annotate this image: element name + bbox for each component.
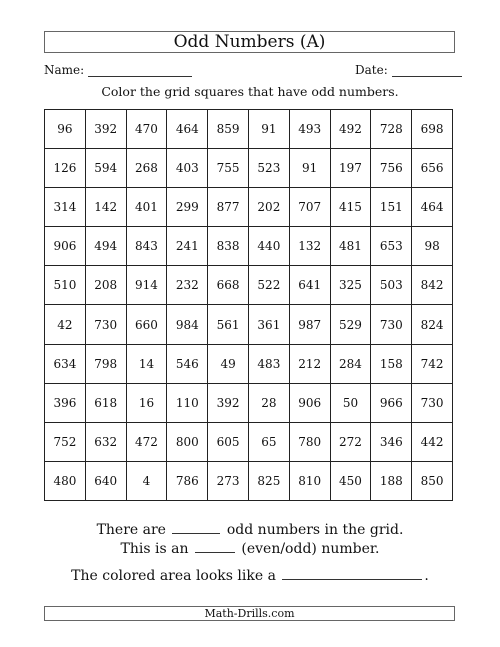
grid-cell[interactable]: 450	[330, 461, 371, 500]
grid-cell[interactable]: 110	[167, 383, 208, 422]
even-odd-blank[interactable]	[195, 539, 235, 553]
question-colored-area	[0, 566, 500, 585]
grid-cell[interactable]: 50	[330, 383, 371, 422]
grid-cell[interactable]: 158	[371, 344, 412, 383]
grid-cell[interactable]: 472	[126, 422, 167, 461]
grid-cell[interactable]: 96	[45, 110, 86, 149]
grid-cell[interactable]: 906	[45, 227, 86, 266]
grid-cell[interactable]: 594	[85, 149, 126, 188]
grid-row	[45, 422, 453, 461]
date-blank[interactable]	[392, 64, 462, 77]
grid-cell[interactable]: 668	[208, 266, 249, 305]
grid-cell[interactable]: 755	[208, 149, 249, 188]
question-even-odd-suffix: (even/odd) number.	[241, 541, 380, 557]
grid-cell[interactable]: 483	[248, 344, 289, 383]
grid-cell[interactable]: 843	[126, 227, 167, 266]
grid-cell[interactable]: 232	[167, 266, 208, 305]
grid-row	[45, 305, 453, 344]
grid-cell[interactable]: 284	[330, 344, 371, 383]
grid-cell[interactable]: 786	[167, 461, 208, 500]
grid-cell[interactable]: 850	[412, 461, 453, 500]
grid-row	[45, 461, 453, 500]
grid-cell[interactable]: 16	[126, 383, 167, 422]
grid-cell[interactable]: 529	[330, 305, 371, 344]
grid-cell[interactable]: 464	[167, 110, 208, 149]
grid-cell[interactable]: 742	[412, 344, 453, 383]
grid-row	[45, 149, 453, 188]
date-field-row	[355, 63, 462, 77]
grid-cell[interactable]: 756	[371, 149, 412, 188]
grid-cell[interactable]: 634	[45, 344, 86, 383]
grid-cell[interactable]: 914	[126, 266, 167, 305]
instructions: Color the grid squares that have odd numbers.	[101, 84, 399, 99]
question-odd-count	[0, 520, 500, 539]
grid-cell[interactable]: 392	[208, 383, 249, 422]
worksheet-title: Odd Numbers (A)	[44, 31, 455, 53]
grid-cell[interactable]: 494	[85, 227, 126, 266]
grid-cell[interactable]: 415	[330, 188, 371, 227]
name-blank[interactable]	[88, 64, 192, 77]
grid-cell[interactable]: 503	[371, 266, 412, 305]
grid-cell[interactable]: 396	[45, 383, 86, 422]
grid-cell[interactable]: 14	[126, 344, 167, 383]
grid-row	[45, 227, 453, 266]
grid-cell[interactable]: 605	[208, 422, 249, 461]
name-field-row	[44, 63, 192, 77]
grid-cell[interactable]: 493	[289, 110, 330, 149]
grid-cell[interactable]: 202	[248, 188, 289, 227]
grid-cell[interactable]: 392	[85, 110, 126, 149]
grid-cell[interactable]: 470	[126, 110, 167, 149]
question-odd-count-prefix: There are	[96, 522, 166, 538]
grid-cell[interactable]: 91	[289, 149, 330, 188]
grid-cell[interactable]: 65	[248, 422, 289, 461]
grid-row	[45, 266, 453, 305]
grid-cell[interactable]: 480	[45, 461, 86, 500]
grid-cell[interactable]: 268	[126, 149, 167, 188]
grid-cell[interactable]: 403	[167, 149, 208, 188]
grid-cell[interactable]: 28	[248, 383, 289, 422]
grid-cell[interactable]: 838	[208, 227, 249, 266]
grid-cell[interactable]: 906	[289, 383, 330, 422]
grid-cell[interactable]: 877	[208, 188, 249, 227]
name-label: Name:	[44, 63, 85, 77]
grid-cell[interactable]: 314	[45, 188, 86, 227]
grid-cell[interactable]: 325	[330, 266, 371, 305]
grid-cell[interactable]: 984	[167, 305, 208, 344]
grid-cell[interactable]: 273	[208, 461, 249, 500]
grid-cell[interactable]: 800	[167, 422, 208, 461]
grid-cell[interactable]: 810	[289, 461, 330, 500]
grid-cell[interactable]: 698	[412, 110, 453, 149]
grid-cell[interactable]: 859	[208, 110, 249, 149]
grid-cell[interactable]: 842	[412, 266, 453, 305]
grid-cell[interactable]: 730	[85, 305, 126, 344]
footer-site: Math-Drills.com	[44, 606, 455, 621]
grid-cell[interactable]: 346	[371, 422, 412, 461]
grid-cell[interactable]: 730	[412, 383, 453, 422]
grid-cell[interactable]: 132	[289, 227, 330, 266]
number-grid	[44, 109, 453, 501]
odd-count-blank[interactable]	[172, 520, 220, 534]
grid-cell[interactable]: 299	[167, 188, 208, 227]
grid-cell[interactable]: 966	[371, 383, 412, 422]
grid-cell[interactable]: 653	[371, 227, 412, 266]
grid-cell[interactable]: 987	[289, 305, 330, 344]
grid-row	[45, 344, 453, 383]
question-colored-area-prefix: The colored area looks like a	[71, 568, 276, 584]
grid-cell[interactable]: 523	[248, 149, 289, 188]
grid-cell[interactable]: 151	[371, 188, 412, 227]
grid-cell[interactable]: 824	[412, 305, 453, 344]
grid-row	[45, 188, 453, 227]
grid-cell[interactable]: 546	[167, 344, 208, 383]
grid-cell[interactable]: 272	[330, 422, 371, 461]
date-label: Date:	[355, 63, 388, 77]
grid-cell[interactable]: 522	[248, 266, 289, 305]
grid-cell[interactable]: 440	[248, 227, 289, 266]
grid-cell[interactable]: 707	[289, 188, 330, 227]
grid-cell[interactable]: 752	[45, 422, 86, 461]
grid-cell[interactable]: 91	[248, 110, 289, 149]
grid-cell[interactable]: 825	[248, 461, 289, 500]
grid-cell[interactable]: 728	[371, 110, 412, 149]
question-even-odd-prefix: This is an	[120, 541, 189, 557]
grid-cell[interactable]: 780	[289, 422, 330, 461]
grid-cell[interactable]: 641	[289, 266, 330, 305]
grid-row	[45, 110, 453, 149]
grid-row	[45, 383, 453, 422]
grid-cell[interactable]: 188	[371, 461, 412, 500]
grid-cell[interactable]: 640	[85, 461, 126, 500]
grid-cell[interactable]: 241	[167, 227, 208, 266]
question-colored-area-suffix: .	[424, 568, 429, 584]
grid-cell[interactable]: 561	[208, 305, 249, 344]
grid-cell[interactable]: 464	[412, 188, 453, 227]
grid-cell[interactable]: 212	[289, 344, 330, 383]
question-odd-count-suffix: odd numbers in the grid.	[226, 522, 404, 538]
grid-cell[interactable]: 126	[45, 149, 86, 188]
question-even-odd	[0, 539, 500, 558]
grid-cell[interactable]: 656	[412, 149, 453, 188]
grid-cell[interactable]: 798	[85, 344, 126, 383]
grid-cell[interactable]: 197	[330, 149, 371, 188]
grid-cell[interactable]: 510	[45, 266, 86, 305]
grid-cell[interactable]: 730	[371, 305, 412, 344]
grid-cell[interactable]: 492	[330, 110, 371, 149]
grid-cell[interactable]: 442	[412, 422, 453, 461]
grid-cell[interactable]: 42	[45, 305, 86, 344]
grid-cell[interactable]: 632	[85, 422, 126, 461]
grid-cell[interactable]: 49	[208, 344, 249, 383]
grid-cell[interactable]: 401	[126, 188, 167, 227]
grid-cell[interactable]: 4	[126, 461, 167, 500]
grid-cell[interactable]: 618	[85, 383, 126, 422]
grid-cell[interactable]: 142	[85, 188, 126, 227]
colored-area-blank[interactable]	[282, 566, 422, 580]
grid-cell[interactable]: 361	[248, 305, 289, 344]
grid-cell[interactable]: 208	[85, 266, 126, 305]
grid-cell[interactable]: 660	[126, 305, 167, 344]
grid-cell[interactable]: 98	[412, 227, 453, 266]
grid-cell[interactable]: 481	[330, 227, 371, 266]
